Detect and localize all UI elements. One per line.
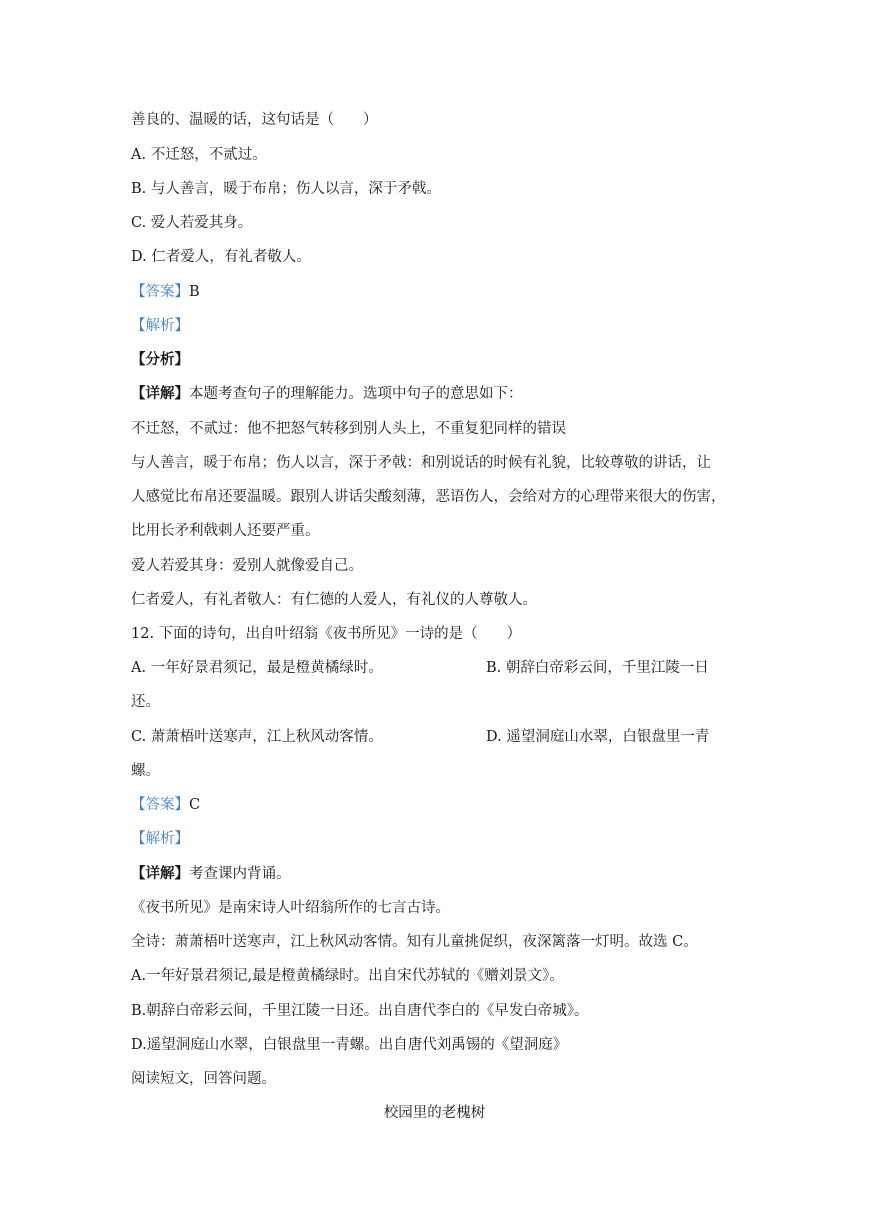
q11-detail — [131, 384, 523, 404]
q12-detail — [131, 864, 291, 884]
answer-value: C — [189, 797, 201, 813]
answer-tag: 【答案】 — [131, 797, 189, 813]
detail-tag: 【详解】 — [131, 865, 189, 882]
detail-intro: 考查课内背诵。 — [189, 866, 291, 882]
q11-stem-tail: 善良的、温暖的话，这句话是（ ） — [131, 112, 378, 128]
answer-value: B — [189, 284, 200, 300]
q12-option-b-continued: 还。 — [131, 694, 160, 710]
q12-analysis-tag: 【解析】 — [131, 831, 189, 847]
q12-explanation: A.一年好景君须记,最是橙黄橘绿时。出自宋代苏轼的《赠刘景文》。 — [131, 968, 564, 984]
q11-option-d: D. 仁者爱人，有礼者敬人。 — [131, 249, 311, 265]
q11-explanation: 仁者爱人，有礼者敬人：有仁德的人爱人，有礼仪的人尊敬人。 — [131, 592, 537, 608]
q12-stem: 12. 下面的诗句，出自叶绍翁《夜书所见》一诗的是（ ） — [131, 626, 522, 642]
answer-tag: 【答案】 — [131, 284, 189, 300]
q12-option-d: D. 遥望洞庭山水翠，白银盘里一青 — [486, 729, 710, 745]
q12-answer — [131, 795, 200, 815]
q12-explanation: 全诗：萧萧梧叶送寒声，江上秋风动客情。知有儿童挑促织，夜深篱落一灯明。故选 C。 — [131, 934, 698, 950]
q11-option-c: C. 爱人若爱其身。 — [131, 215, 253, 231]
q11-option-a: A. 不迁怒，不贰过。 — [131, 147, 267, 163]
q11-explanation: 人感觉比布帛还要温暖。跟别人讲话尖酸刻薄，恶语伤人，会给对方的心理带来很大的伤害， — [131, 489, 726, 505]
reading-instruction: 阅读短文，回答问题。 — [131, 1071, 276, 1087]
q12-option-a: A. 一年好景君须记，最是橙黄橘绿时。 — [131, 660, 383, 676]
q12-option-c: C. 萧萧梧叶送寒声，江上秋风动客情。 — [131, 729, 383, 745]
q11-option-b: B. 与人善言，暖于布帛；伤人以言，深于矛戟。 — [131, 181, 441, 197]
q11-explanation: 比用长矛利戟刺人还要严重。 — [131, 523, 320, 539]
q12-option-d-continued: 螺。 — [131, 763, 160, 779]
passage-title: 校园里的老槐树 — [383, 1105, 486, 1121]
q12-explanation: B.朝辞白帝彩云间，千里江陵一日还。出自唐代李白的《早发白帝城》。 — [131, 1003, 589, 1019]
q11-explanation: 爱人若爱其身：爱别人就像爱自己。 — [131, 558, 363, 574]
q12-explanation: 《夜书所见》是南宋诗人叶绍翁所作的七言古诗。 — [131, 900, 450, 916]
q12-option-b: B. 朝辞白帝彩云间，千里江陵一日 — [486, 660, 709, 676]
q12-explanation: D.遥望洞庭山水翠，白银盘里一青螺。出自唐代刘禹锡的《望洞庭》 — [131, 1037, 568, 1053]
q11-answer — [131, 282, 200, 302]
detail-tag: 【详解】 — [131, 385, 189, 402]
q11-explanation: 不迁怒，不贰过：他不把怒气转移到别人头上，不重复犯同样的错误 — [131, 421, 566, 437]
q11-analysis-tag: 【解析】 — [131, 318, 189, 334]
q11-fenxi-tag: 【分析】 — [131, 351, 189, 368]
detail-intro: 本题考查句子的理解能力。选项中句子的意思如下： — [189, 386, 523, 402]
q11-explanation: 与人善言，暖于布帛；伤人以言，深于矛戟：和别说话的时候有礼貌，比较尊敬的讲话，让 — [131, 455, 711, 471]
